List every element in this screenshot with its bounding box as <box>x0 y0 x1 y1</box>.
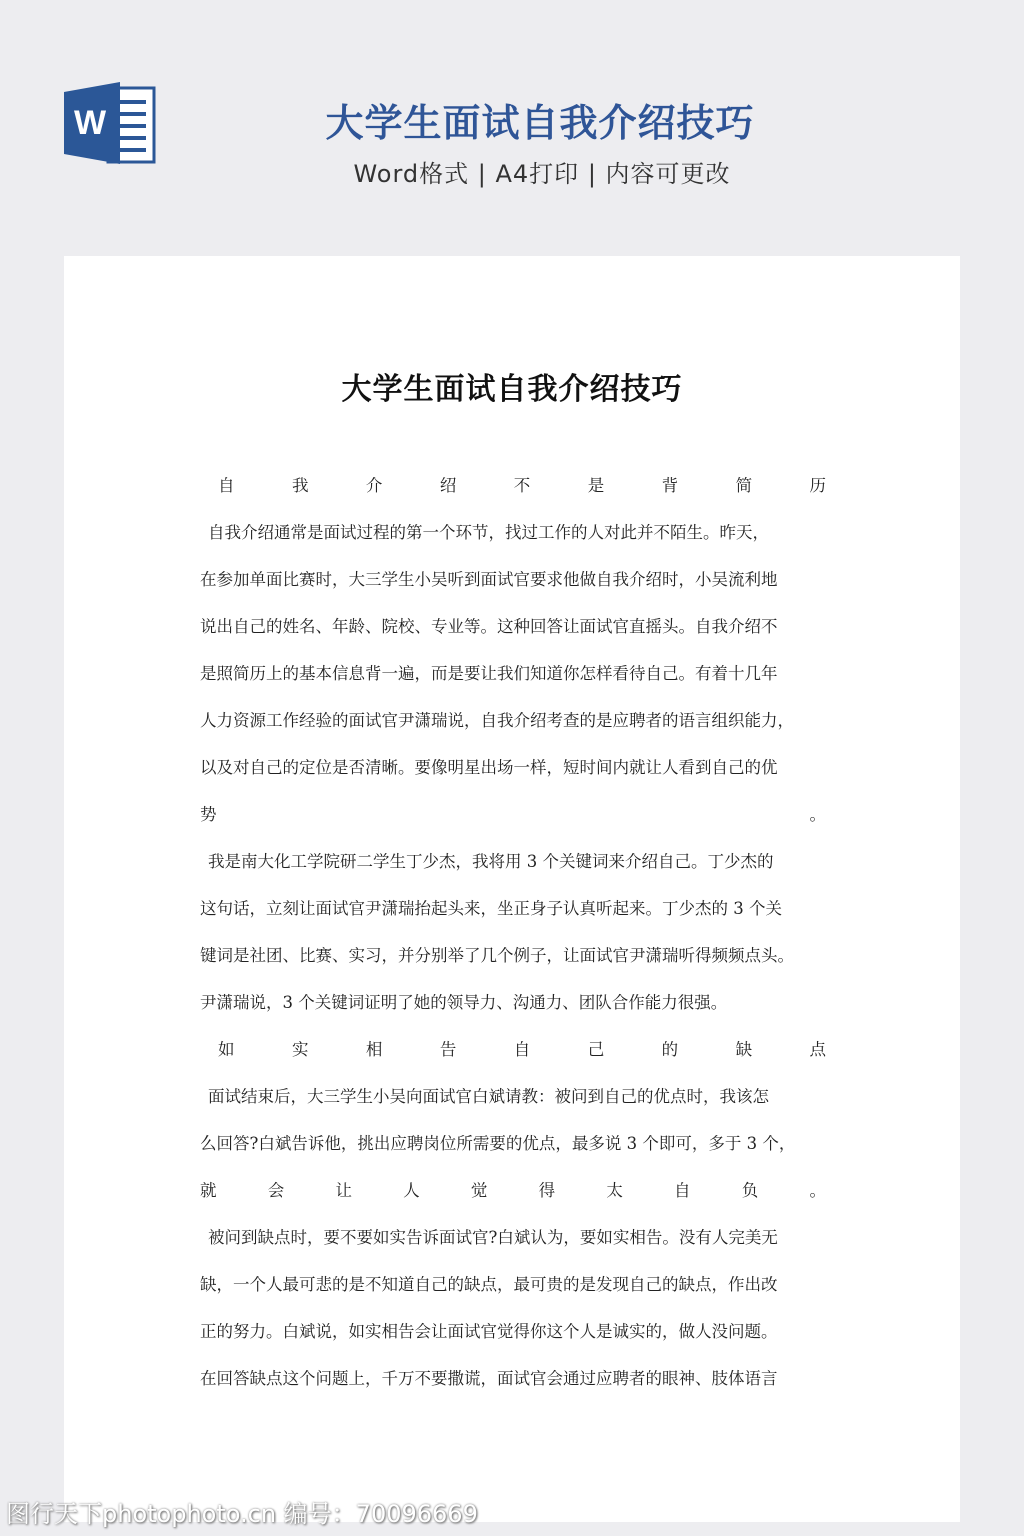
paragraph-line: 自我介绍通常是面试过程的第一个环节，找过工作的人对此并不陌生。昨天， <box>208 523 769 542</box>
paragraph-line: 是照简历上的基本信息背一遍，而是要让我们知道你怎样看待自己。有着十几年 <box>200 664 778 683</box>
paragraph-line: 以及对自己的定位是否清晰。要像明星出场一样，短时间内就让人看到自己的优 <box>200 758 778 777</box>
word-document-icon <box>64 82 156 164</box>
paragraph-line: 键词是社团、比赛、实习，并分别举了几个例子，让面试官尹潇瑞听得频频点头。 <box>200 946 794 965</box>
watermark: 图行天下photophoto.cn 编号：70096669 <box>6 1500 478 1528</box>
paragraph-line: 人力资源工作经验的面试官尹潇瑞说，自我介绍考查的是应聘者的语言组织能力， <box>200 711 794 730</box>
paragraph-line: 说出自己的姓名、年龄、院校、专业等。这种回答让面试官直摇头。自我介绍不 <box>200 617 778 636</box>
document-body <box>200 462 832 1402</box>
word-logo-letter: W <box>73 104 107 142</box>
document-page <box>64 256 960 1522</box>
paragraph-line: 缺，一个人最可悲的是不知道自己的缺点，最可贵的是发现自己的缺点，作出改 <box>200 1275 778 1294</box>
banner-title: 大学生面试自我介绍技巧 <box>325 101 755 145</box>
paragraph-line: 么回答?白斌告诉他，挑出应聘岗位所需要的优点，最多说 3 个即可，多于 3 个， <box>200 1134 796 1153</box>
paragraph-line: 在回答缺点这个问题上，千万不要撒谎，面试官会通过应聘者的眼神、肢体语言 <box>200 1369 778 1388</box>
paragraph-line: 被问到缺点时，要不要如实告诉面试官?白斌认为，要如实相告。没有人完美无 <box>208 1228 778 1247</box>
paragraph-line: 面试结束后，大三学生小吴向面试官白斌请教：被问到自己的优点时，我该怎 <box>208 1087 769 1106</box>
section-heading-2: 如 实 相 告 自 己 的 缺 点 <box>218 1040 826 1059</box>
paragraph-line: 正的努力。白斌说，如实相告会让面试官觉得你这个人是诚实的，做人没问题。 <box>200 1322 778 1341</box>
paragraph-line: 在参加单面比赛时，大三学生小吴听到面试官要求他做自我介绍时，小吴流利地 <box>200 570 778 589</box>
paragraph-line: 我是南大化工学院研二学生丁少杰，我将用 3 个关键词来介绍自己。丁少杰的 <box>208 852 774 871</box>
banner-subtitle: Word格式 | A4打印 | 内容可更改 <box>353 160 731 188</box>
section-heading-1: 自 我 介 绍 不 是 背 简 历 <box>218 476 826 495</box>
paragraph-line: 尹潇瑞说，3 个关键词证明了她的领导力、沟通力、团队合作能力很强。 <box>200 993 728 1012</box>
paragraph-line: 势 。 <box>200 805 826 824</box>
paragraph-line: 这句话，立刻让面试官尹潇瑞抬起头来，坐正身子认真听起来。丁少杰的 3 个关 <box>200 899 782 918</box>
paragraph-line: 就 会 让 人 觉 得 太 自 负 。 <box>200 1181 826 1200</box>
document-title: 大学生面试自我介绍技巧 <box>341 372 683 407</box>
banner <box>0 0 1024 256</box>
